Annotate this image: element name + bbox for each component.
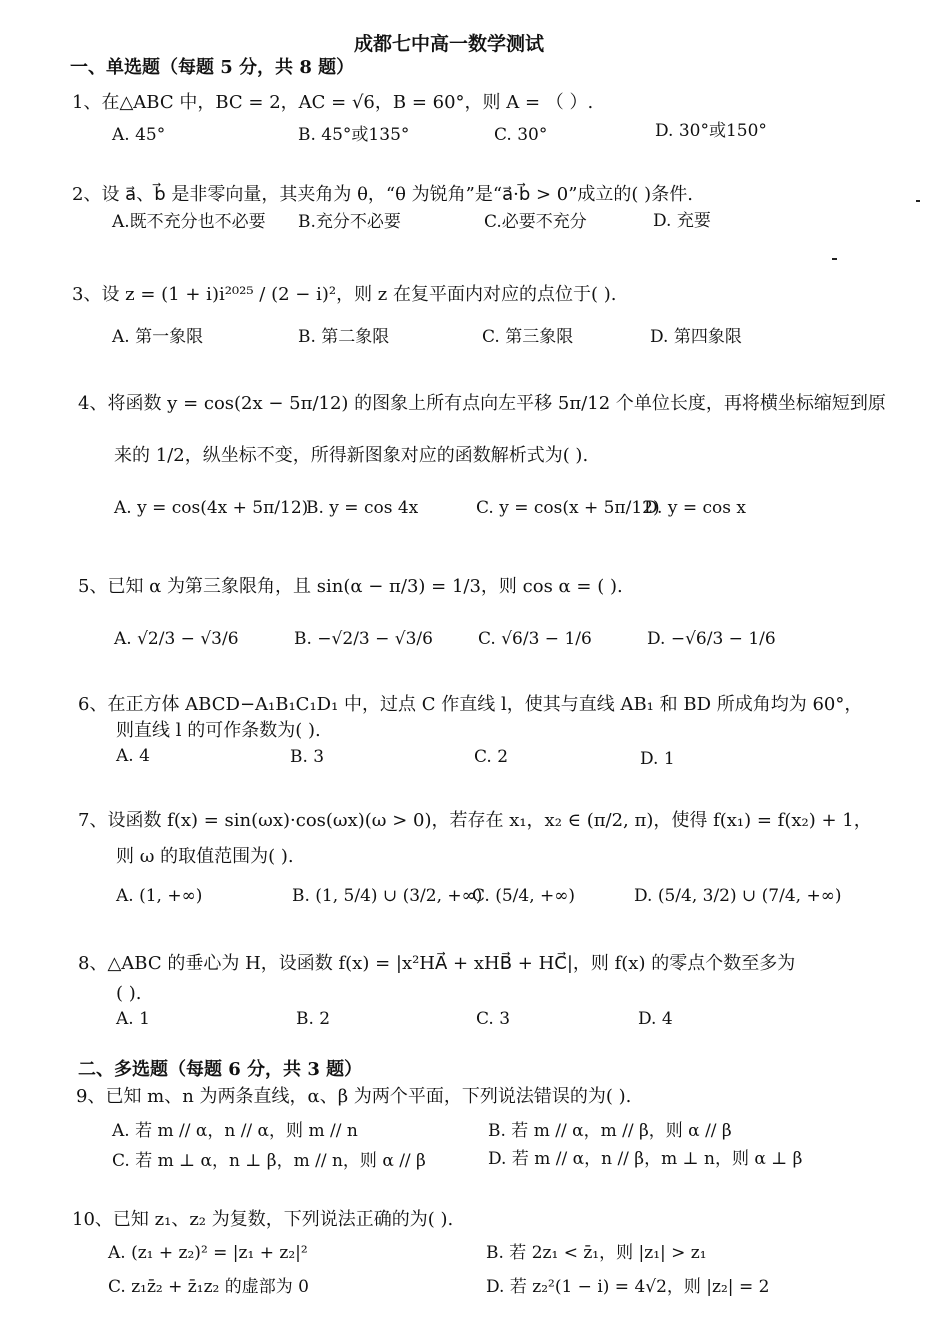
question-5-option-c: C. √6/3 − 1/6 (478, 629, 592, 649)
question-8-stem-line-1: 8、△ABC 的垂心为 H，设函数 f(x) = |x²HA⃗ + xHB⃗ + HC⃗|，则 f(x) 的零点个数至多为 (78, 953, 796, 974)
question-6-option-c: C. 2 (474, 747, 509, 767)
question-10-option-c: C. z₁z̄₂ + z̄₁z₂ 的虚部为 0 (108, 1277, 309, 1297)
section-heading-multiple-choice: 二、多选题（每题 6 分，共 3 题） (78, 1059, 363, 1080)
question-6-option-b: B. 3 (290, 747, 325, 767)
question-8-option-b: B. 2 (296, 1009, 331, 1029)
question-8-option-c: C. 3 (476, 1009, 511, 1029)
question-1-option-b: B. 45°或135° (298, 125, 410, 145)
question-10-option-b: B. 若 2z₁ < z̄₁，则 |z₁| > z₁ (486, 1243, 707, 1263)
question-1-option-a: A. 45° (112, 125, 166, 145)
question-3-stem: 3、设 z = (1 + i)i²⁰²⁵ / (2 − i)²，则 z 在复平面内对应的点位于( ). (72, 284, 617, 305)
question-7-stem-line-2: 则 ω 的取值范围为( ). (116, 846, 294, 867)
question-5-option-a: A. √2/3 − √3/6 (114, 629, 239, 649)
question-9-option-d: D. 若 m // α，n // β，m ⊥ n，则 α ⊥ β (488, 1149, 803, 1169)
question-3-option-a: A. 第一象限 (112, 327, 204, 347)
question-1-option-c: C. 30° (494, 125, 548, 145)
question-1-stem: 1、在△ABC 中，BC = 2，AC = √6，B = 60°，则 A = （ ）. (72, 92, 594, 113)
question-4-option-d: D. y = cos x (644, 498, 746, 518)
question-2-option-b: B.充分不必要 (298, 212, 401, 232)
question-4-option-b: B. y = cos 4x (306, 498, 419, 518)
question-10-stem: 10、已知 z₁、z₂ 为复数，下列说法正确的为( ). (72, 1209, 454, 1230)
question-2-stem: 2、设 a⃗、b⃗ 是非零向量，其夹角为 θ，“θ 为锐角”是“a⃗·b⃗ > 0”成立的( )条件. (72, 184, 693, 205)
question-6-stem-line-2: 则直线 l 的可作条数为( ). (116, 720, 321, 741)
question-9-stem: 9、已知 m、n 为两条直线，α、β 为两个平面，下列说法错误的为( ). (76, 1086, 632, 1107)
question-8-stem-line-2: ( ). (116, 983, 142, 1004)
question-3-option-c: C. 第三象限 (482, 327, 574, 347)
section-heading-single-choice: 一、单选题（每题 5 分，共 8 题） (70, 57, 355, 78)
question-4-option-c: C. y = cos(x + 5π/12) (476, 498, 660, 518)
question-7-option-d: D. (5/4, 3/2) ∪ (7/4, +∞) (634, 886, 842, 906)
scan-speck (916, 200, 920, 202)
question-9-option-a: A. 若 m // α，n // α，则 m // n (112, 1121, 358, 1141)
question-4-option-a: A. y = cos(4x + 5π/12) (114, 498, 309, 518)
question-8-option-a: A. 1 (116, 1009, 150, 1029)
question-2-option-c: C.必要不充分 (484, 212, 587, 232)
question-6-option-d: D. 1 (640, 749, 675, 769)
question-7-stem-line-1: 7、设函数 f(x) = sin(ωx)·cos(ωx)(ω > 0)，若存在 x₁，x₂ ∈ (π/2, π)，使得 f(x₁) = f(x₂) + 1， (78, 810, 872, 831)
question-7-option-c: C. (5/4, +∞) (472, 886, 576, 906)
question-5-stem: 5、已知 α 为第三象限角，且 sin(α − π/3) = 1/3，则 cos α = ( ). (78, 576, 623, 597)
question-6-option-a: A. 4 (116, 746, 150, 766)
page-title: 成都七中高一数学测试 (354, 33, 545, 55)
question-9-option-c: C. 若 m ⊥ α，n ⊥ β，m // n，则 α // β (112, 1151, 426, 1171)
question-5-option-d: D. −√6/3 − 1/6 (647, 629, 776, 649)
question-3-option-d: D. 第四象限 (650, 327, 742, 347)
question-4-stem-line-1: 4、将函数 y = cos(2x − 5π/12) 的图象上所有点向左平移 5π/12 个单位长度，再将横坐标缩短到原 (78, 393, 886, 414)
question-4-stem-line-2: 来的 1/2，纵坐标不变，所得新图象对应的函数解析式为( ). (114, 445, 589, 466)
question-3-option-b: B. 第二象限 (298, 327, 390, 347)
question-6-stem-line-1: 6、在正方体 ABCD−A₁B₁C₁D₁ 中，过点 C 作直线 l，使其与直线 AB₁ 和 BD 所成角均为 60°， (78, 694, 863, 715)
question-5-option-b: B. −√2/3 − √3/6 (294, 629, 433, 649)
question-9-option-b: B. 若 m // α，m // β，则 α // β (488, 1121, 732, 1141)
question-7-option-a: A. (1, +∞) (116, 886, 203, 906)
question-1-option-d: D. 30°或150° (655, 121, 767, 141)
question-10-option-d: D. 若 z₂²(1 − i) = 4√2，则 |z₂| = 2 (486, 1277, 770, 1297)
scan-speck (832, 258, 837, 260)
question-7-option-b: B. (1, 5/4) ∪ (3/2, +∞) (292, 886, 483, 906)
question-10-option-a: A. (z₁ + z₂)² = |z₁ + z₂|² (108, 1243, 308, 1263)
question-8-option-d: D. 4 (638, 1009, 673, 1029)
question-2-option-a: A.既不充分也不必要 (112, 212, 266, 232)
question-2-option-d: D. 充要 (653, 211, 711, 231)
